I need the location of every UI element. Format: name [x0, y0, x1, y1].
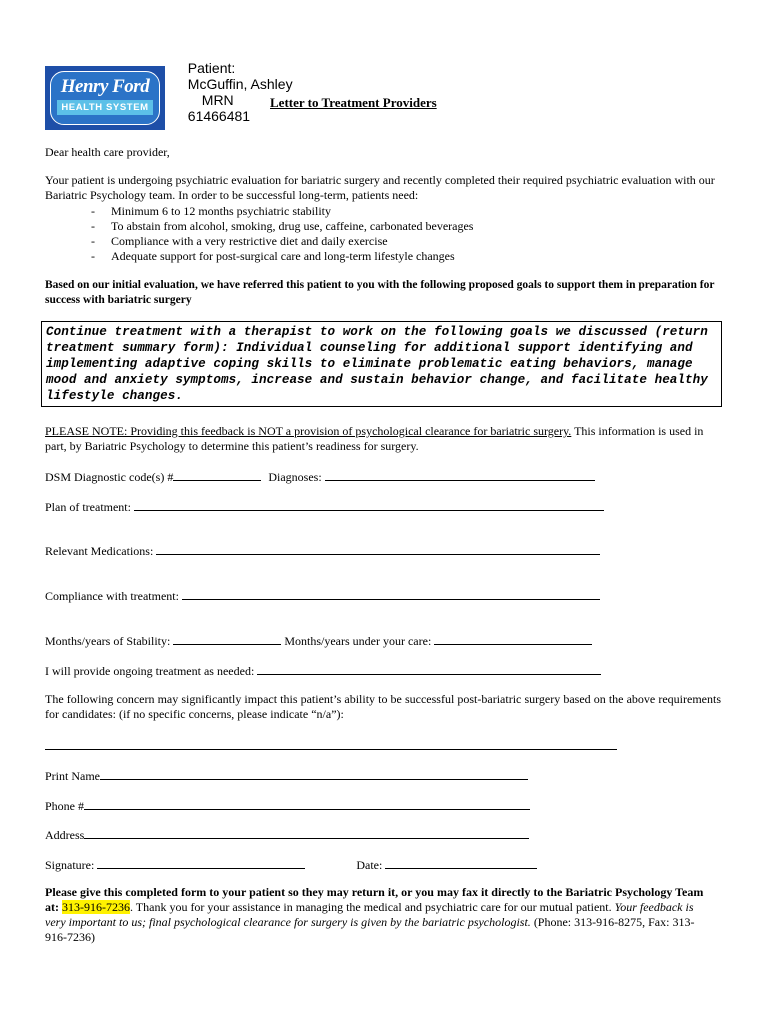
closing-thanks: . Thank you for your assistance in managing the medical and psychiatric care for our mutual patient.	[130, 900, 615, 914]
plan-label: Plan of treatment:	[45, 500, 131, 514]
date-input-line[interactable]	[385, 857, 537, 869]
medications-input-line[interactable]	[156, 543, 600, 555]
compliance-row	[45, 588, 600, 604]
phone-label: Phone #	[45, 799, 84, 813]
dsm-label: DSM Diagnostic code(s) #	[45, 470, 174, 484]
page-title: Letter to Treatment Providers	[270, 95, 437, 110]
closing-bold: Please give this completed form to your patient so they may return it, or you may fax it directly to the Bariatric Psychology Team at:	[45, 885, 704, 914]
bullet-dash: -	[91, 249, 95, 263]
phone-input-line[interactable]	[84, 798, 530, 810]
logo-band: HEALTH SYSTEM	[57, 100, 153, 115]
list-item	[45, 219, 715, 234]
address-label: Address	[45, 828, 85, 842]
intro-paragraph: Your patient is undergoing psychiatric evaluation for bariatric surgery and recently completed their required psychiatric evaluation with our Bariatric Psychology team. In order to be successful long-term, patients need:	[45, 173, 715, 202]
dsm-input-line[interactable]	[173, 469, 261, 481]
under-care-input-line[interactable]	[434, 633, 592, 645]
address-input-line[interactable]	[84, 827, 529, 839]
list-item	[45, 234, 715, 249]
compliance-label: Compliance with treatment:	[45, 589, 179, 603]
bullet-dash: -	[91, 219, 95, 233]
ongoing-row	[45, 663, 601, 679]
compliance-input-line[interactable]	[182, 588, 600, 600]
diagnoses-label: Diagnoses:	[268, 470, 322, 484]
stability-input-line[interactable]	[173, 633, 281, 645]
note-underlined: PLEASE NOTE: Providing this feedback is NOT a provision of psychological clearance for bariatric surgery.	[45, 424, 572, 438]
mrn-label: MRN	[201, 92, 234, 108]
print-name-input-line[interactable]	[100, 768, 528, 780]
address-row	[45, 827, 529, 843]
requirements-list	[45, 204, 715, 264]
patient-header	[180, 44, 299, 124]
date-label: Date:	[356, 858, 383, 872]
requirement-text: Compliance with a very restrictive diet and daily exercise	[111, 234, 388, 248]
mrn-value: 61466481	[187, 108, 251, 124]
please-note	[45, 424, 715, 454]
requirement-text: Adequate support for post-surgical care and long-term lifestyle changes	[111, 249, 455, 263]
goals-text: Continue treatment with a therapist to work on the following goals we discussed (return treatment summary form): Individual counseling for additional support identifying and implementing adaptive coping skills to eliminate problematic eating behaviors, manage mood and anxiety symptoms, increase and sustain behavior change, and facilitate healthy lifestyle changes.	[46, 325, 708, 403]
referral-paragraph: Based on our initial evaluation, we have referred this patient to you with the following proposed goals to support them in preparation for success with bariatric surgery	[45, 279, 715, 306]
goals-box	[41, 321, 722, 407]
signature-row	[45, 857, 537, 873]
list-item	[45, 204, 715, 219]
patient-label: Patient:	[187, 60, 236, 76]
concern-input-line[interactable]	[45, 749, 617, 750]
list-item	[45, 249, 715, 264]
ongoing-input-line[interactable]	[257, 663, 601, 675]
ongoing-label: I will provide ongoing treatment as needed:	[45, 664, 255, 678]
signature-input-line[interactable]	[97, 857, 305, 869]
plan-input-line[interactable]	[134, 499, 604, 511]
requirement-text: Minimum 6 to 12 months psychiatric stability	[111, 204, 331, 218]
plan-row	[45, 499, 604, 515]
concern-paragraph: The following concern may significantly impact this patient’s ability to be successful post-bariatric surgery based on the above requirements for candidates: (if no specific concerns, please indicate “n/a”):	[45, 692, 721, 721]
stability-row	[45, 633, 592, 649]
dsm-row	[45, 469, 595, 485]
medications-row	[45, 543, 600, 559]
phone-row	[45, 798, 530, 814]
requirement-text: To abstain from alcohol, smoking, drug use, caffeine, carbonated beverages	[111, 219, 474, 233]
closing-paragraph	[45, 885, 710, 945]
stability-label: Months/years of Stability:	[45, 634, 171, 648]
note-rest: This information is used in part, by Bariatric Psychology to determine this patient’s readiness for surgery.	[45, 424, 704, 453]
fax-number-highlight: 313-916-7236	[62, 900, 130, 914]
greeting: Dear health care provider,	[45, 145, 170, 159]
logo-script: Henry Ford	[60, 76, 150, 97]
patient-name: McGuffin, Ashley	[187, 76, 293, 92]
medications-label: Relevant Medications:	[45, 544, 154, 558]
under-care-label: Months/years under your care:	[284, 634, 432, 648]
print-name-row	[45, 768, 528, 784]
bullet-dash: -	[91, 234, 95, 248]
closing-contact: (Phone: 313-916-8275, Fax: 313-916-7236)	[45, 915, 695, 944]
bullet-dash: -	[91, 204, 95, 218]
diagnoses-input-line[interactable]	[325, 469, 595, 481]
signature-label: Signature:	[45, 858, 95, 872]
print-name-label: Print Name	[45, 769, 100, 783]
closing-italic: Your feedback is very important to us; final psychological clearance for surgery is given by the bariatric psychologist.	[45, 900, 694, 929]
henry-ford-logo	[45, 66, 165, 130]
